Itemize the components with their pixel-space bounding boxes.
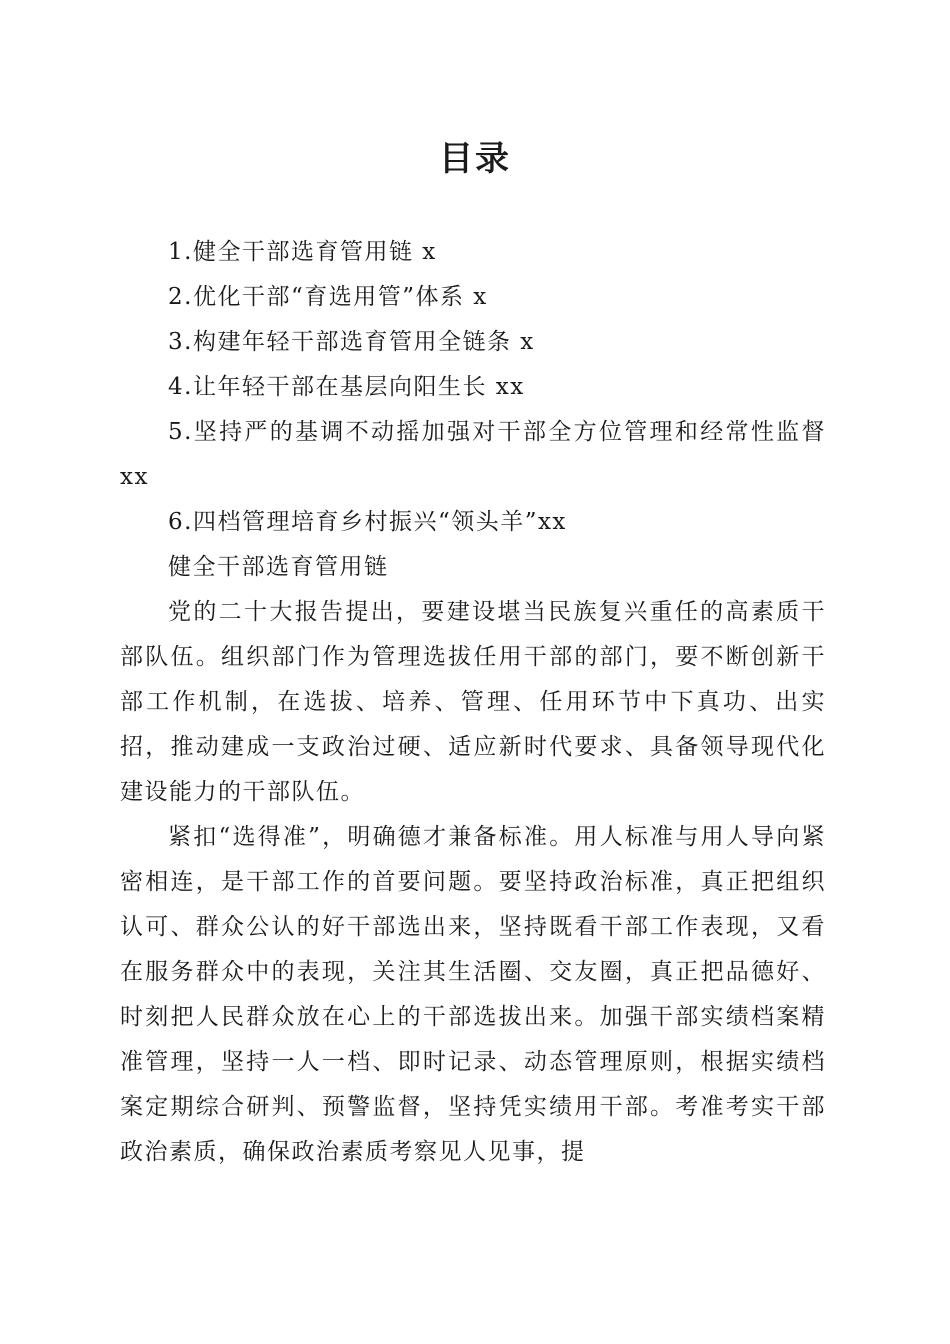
toc-item-2: 2.优化干部“育选用管”体系 x (168, 284, 488, 310)
body-paragraph-2: 紧扣“选得准”，明确德才兼备标准。用人标准与用人导向紧密相连，是干部工作的首要问题。要坚持政治标准，真正把组织认可、群众公认的好干部选出来，坚持既看干部工作表现，又看在服务群众中的表现，关注其生活圈、交友圈，真正把品德好、时刻把人民群众放在心上的干部选拔出来。加强干部实绩档案精准管理，坚持一人一档、即时记录、动态管理原则，根据实绩档案定期综合研判、预警监督，坚持凭实绩用干部。考准考实干部政治素质，确保政治素质考察见人见事，提 (120, 824, 826, 1165)
toc-item-3: 3.构建年轻干部选育管用全链条 x (168, 329, 535, 355)
section-heading: 健全干部选育管用链 (168, 554, 389, 580)
toc-item-5: 5.坚持严的基调不动摇加强对干部全方位管理和经常性监督 xx (120, 419, 826, 490)
toc-item-4: 4.让年轻干部在基层向阳生长 xx (168, 374, 525, 400)
body-paragraph-1: 党的二十大报告提出，要建设堪当民族复兴重任的高素质干部队伍。组织部门作为管理选拔任用干部的部门，要不断创新干部工作机制，在选拔、培养、管理、任用环节中下真功、出实招，推动建成一支政治过硬、适应新时代要求、具备领导现代化建设能力的干部队伍。 (120, 599, 826, 805)
toc-item-6: 6.四档管理培育乡村振兴“领头羊”xx (168, 509, 567, 535)
document-body (120, 230, 826, 1175)
toc-item-1: 1.健全干部选育管用链 x (168, 239, 437, 265)
page-title: 目录 (439, 139, 511, 179)
